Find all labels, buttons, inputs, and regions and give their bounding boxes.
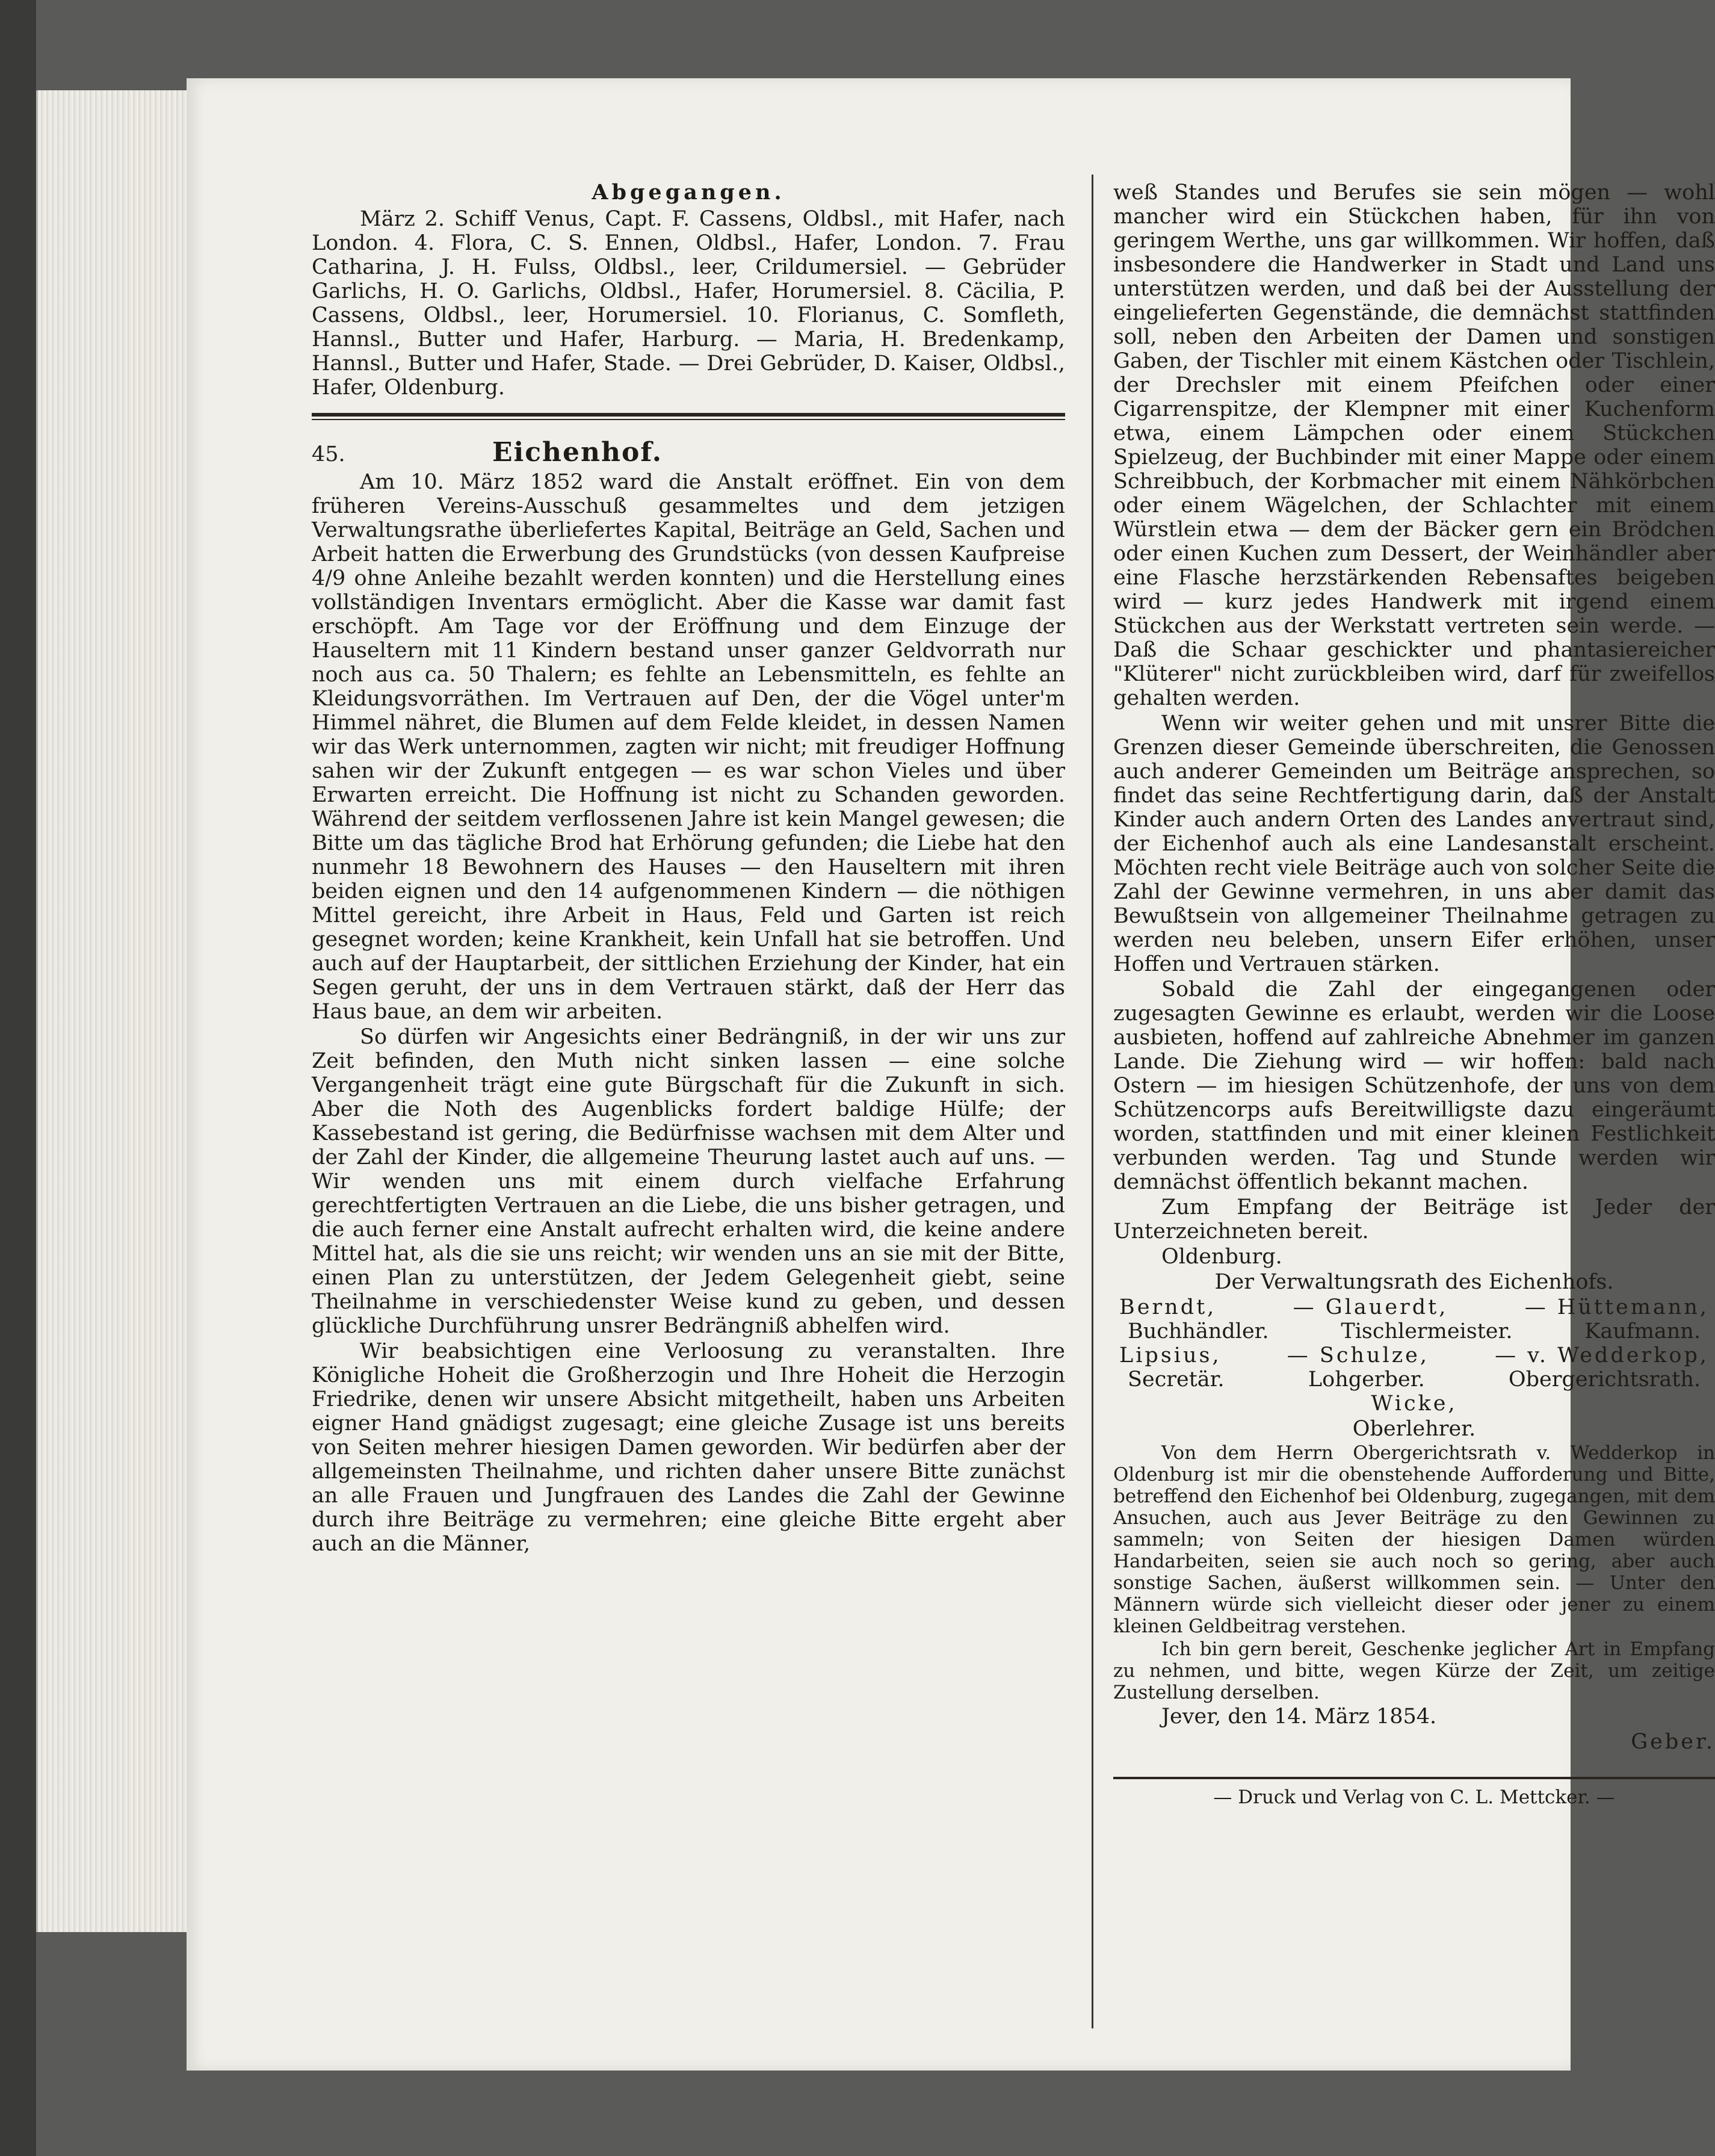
signature-title: Kaufmann. xyxy=(1584,1319,1701,1343)
scanner-background xyxy=(0,0,36,2156)
signature-title-row xyxy=(1113,1368,1715,1392)
signature-name: — Schulze, xyxy=(1287,1343,1429,1368)
section-title: Eichenhof. xyxy=(492,437,663,468)
signature-title: Obergerichtsrath. xyxy=(1508,1368,1701,1392)
paragraph: weß Standes und Berufes sie sein mögen — wohl mancher wird ein Stückchen haben, für ihn von geringem Werthe, uns gar willkommen. Wir hoffen, daß insbesondere die Handwerker in Stadt und Land uns unterstützen werden, und daß bei der Ausstellung der eingelieferten Gegenstände, die demnächst stattfinden soll, neben den Arbeiten der Damen und sonstigen Gaben, der Tischler mit einem Kästchen oder Tischlein, der Drechsler mit einem Pfeifchen oder einer Cigarrenspitze, der Klempner mit einer Kuchenform etwa, einem Lämpchen oder einem Stückchen Spielzeug, der Buchbinder mit einer Mappe oder einem Schreibbuch, der Korbmacher mit einem Nähkörbchen oder einem Wägelchen, der Schlachter mit einem Würstlein etwa — dem der Bäcker gern ein Brödchen oder einen Kuchen zum Dessert, der Weinhändler aber eine Flasche herzstärkenden Rebensaftes beigeben wird — kurz jedes Handwerk mit irgend einem Stückchen aus der Werkstatt vertreten sein werde. — Daß die Schaar geschickter und phantasiereicher "Klüterer" nicht zurückbleiben wird, darf für zweifellos gehalten werden. xyxy=(1113,181,1715,710)
signature-name: — v. Wedderkop, xyxy=(1495,1343,1709,1368)
paragraph: Ich bin gern bereit, Geschenke jeglicher Art in Empfang zu nehmen, und bitte, wegen Kürze der Zeit, um zeitige Zustellung derselben. xyxy=(1113,1638,1715,1703)
signature-row xyxy=(1113,1295,1715,1319)
paragraph: So dürfen wir Angesichts einer Bedrängniß, in der wir uns zur Zeit befinden, den Muth nicht sinken lassen — eine solche Vergangenheit trägt eine gute Bürgschaft für die Zukunft in sich. Aber die Noth des Augenblicks fordert baldige Hülfe; der Kassebestand ist gering, die Bedürfnisse wachsen mit dem Alter und der Zahl der Kinder, die allgemeine Theurung lastet auch auf uns. — Wir wenden uns mit einem durch vielfache Erfahrung gerechtfertigten Vertrauen an die Liebe, die uns bisher getragen, und die auch ferner eine Anstalt aufrecht erhalten wird, die keine andere Mittel hat, als die sie uns reicht; wir wenden uns an sie mit der Bitte, einen Plan zu unterstützen, der Jedem Gelegenheit giebt, seine Theilnahme in verschiedenster Weise kund zu geben, und dessen glückliche Durchführung unsrer Bedrängniß abhelfen wird. xyxy=(312,1025,1065,1338)
signature-name: Berndt, xyxy=(1119,1295,1217,1319)
signature-title: Secretär. xyxy=(1128,1368,1225,1392)
section-header xyxy=(312,437,1065,468)
paragraph: Wenn wir weiter gehen und mit unsrer Bitte die Grenzen dieser Gemeinde überschreiten, die Genossen auch anderer Gemeinden um Beiträge ansprechen, so findet das seine Rechtfertigung darin, daß der Anstalt Kinder auch andern Orten des Landes anvertraut sind, der Eichenhof auch als eine Landesanstalt erscheint. Möchten recht viele Beiträge auch von solcher Seite die Zahl der Gewinne vermehren, in uns aber damit das Bewußtsein von allgemeiner Theilnahme getragen zu werden neu beleben, unsern Eifer erhöhen, unser Hoffen und Vertrauen stärken. xyxy=(1113,711,1715,976)
paragraph: Sobald die Zahl der eingegangenen oder zugesagten Gewinne es erlaubt, werden wir die Loose ausbieten, hoffend auf zahlreiche Abnehmer im ganzen Lande. Die Ziehung wird — wir hoffen: bald nach Ostern — im hiesigen Schützenhofe, der uns von dem Schützencorps aufs Bereitwilligste dazu eingeräumt worden, stattfinden und mit einer kleinen Festlichkeit verbunden werden. Tag und Stunde werden wir demnächst öffentlich bekannt machen. xyxy=(1113,977,1715,1194)
place-name: Oldenburg. xyxy=(1161,1245,1282,1269)
signature-row xyxy=(1113,1343,1715,1368)
signature-name: Wicke, xyxy=(1371,1392,1457,1416)
signature-name: Lipsius, xyxy=(1119,1343,1222,1368)
left-column xyxy=(312,181,1065,1557)
dateline: Jever, den 14. März 1854. xyxy=(1161,1705,1437,1729)
signature-title: Lohgerber. xyxy=(1308,1368,1425,1392)
printer-imprint: — Druck und Verlag von C. L. Mettcker. — xyxy=(1213,1786,1615,1808)
signature-name: — Hüttemann, xyxy=(1524,1295,1709,1319)
footer-rule xyxy=(1113,1777,1715,1779)
right-column xyxy=(1113,181,1715,1811)
departed-list: März 2. Schiff Venus, Capt. F. Cassens, Oldbsl., mit Hafer, nach London. 4. Flora, C. S. Ennen, Oldbsl., Hafer, London. 7. Frau Catharina, J. H. Fulss, Oldbsl., leer, Crildumersiel. — Gebrüder Garlichs, H. O. Garlichs, Oldbsl., Hafer, Horumersiel. 8. Cäcilia, P. Cassens, Oldbsl., leer, Horumersiel. 10. Florianus, C. Somfleth, Hannsl., Butter und Hafer, Harburg. — Maria, H. Bredenkamp, Hannsl., Butter und Hafer, Stade. — Drei Gebrüder, D. Kaiser, Oldbsl., Hafer, Oldenburg. xyxy=(312,207,1065,400)
signature-title-row xyxy=(1113,1319,1715,1343)
signature-title: Buchhändler. xyxy=(1128,1319,1269,1343)
signature-title: Oberlehrer. xyxy=(1352,1417,1476,1441)
book-page-edges xyxy=(36,90,188,1932)
paragraph: Am 10. März 1852 ward die Anstalt eröffnet. Ein von dem früheren Vereins-Ausschuß gesammeltes und dem jetzigen Verwaltungsrathe überliefertes Kapital, Beiträge an Geld, Sachen und Arbeit hatten die Erwerbung des Grundstücks (von dessen Kaufpreise 4/9 ohne Anleihe bezahlt werden konnten) und die Herstellung eines vollständigen Inventars ermöglicht. Aber die Kasse war damit fast erschöpft. Am Tage vor der Eröffnung und dem Einzuge der Hauseltern mit 11 Kindern bestand unser ganzer Geldvorrath nur noch aus ca. 50 Thalern; es fehlte an Lebensmitteln, es fehlte an Kleidungsvorräthen. Im Vertrauen auf Den, der die Vögel unter'm Himmel nähret, die Blumen auf dem Felde kleidet, in dessen Namen wir das Werk unternommen, zagten wir nicht; mit freudiger Hoffnung sahen wir der Zukunft entgegen — es war schon Vieles und über Erwarten erreicht. Die Hoffnung ist nicht zu Schanden geworden. Während der seitdem verflossenen Jahre ist kein Mangel gewesen; die Bitte um das tägliche Brod hat Erhörung gefunden; die Liebe hat den nunmehr 18 Bewohnern des Hauses — den Hauseltern mit ihren beiden eignen und den 14 aufgenommenen Kindern — die nöthigen Mittel gereicht, ihre Arbeit in Haus, Feld und Garten ist reich gesegnet worden; keine Krankheit, kein Unfall hat sie betroffen. Und auch auf der Hauptarbeit, der sittlichen Erziehung der Kinder, hat ein Segen geruht, der uns in dem Vertrauen stärkt, daß der Herr das Haus baue, an dem wir arbeiten. xyxy=(312,470,1065,1024)
signer-name: Geber. xyxy=(1631,1730,1715,1754)
newspaper-page xyxy=(187,78,1715,2071)
section-number: 45. xyxy=(312,442,345,466)
board-name: Der Verwaltungsrath des Eichenhofs. xyxy=(1214,1270,1614,1294)
signature-title: Tischlermeister. xyxy=(1341,1319,1513,1343)
departed-heading: Abgegangen. xyxy=(592,180,785,205)
paragraph: Von dem Herrn Obergerichtsrath v. Wedderkop in Oldenburg ist mir die obenstehende Aufforderung und Bitte, betreffend den Eichenhof bei Oldenburg, zugegangen, mit dem Ansuchen, auch aus Jever Beiträge zu den Gewinnen zu sammeln; von Seiten der hiesigen Damen würden Handarbeiten, seien sie auch noch so gering, aber auch sonstige Sachen, äußerst willkommen sein. — Unter den Männern würde sich vielleicht dieser oder jener zu einem kleinen Geldbeitrag verstehen. xyxy=(1113,1442,1715,1637)
signature-name: — Glauerdt, xyxy=(1293,1295,1448,1319)
column-divider xyxy=(1092,175,1093,2028)
section-divider xyxy=(312,413,1065,420)
paragraph: Wir beabsichtigen eine Verloosung zu veranstalten. Ihre Königliche Hoheit die Großherzogin und Ihre Hoheit die Herzogin Friedrike, denen wir unsere Absicht mitgetheilt, haben uns Arbeiten eigner Hand gnädigst zugesagt; eine gleiche Zusage ist uns bereits von Seiten mehrer hiesigen Damen geworden. Wir bedürfen aber der allgemeinsten Theilnahme, und richten daher unsere Bitte zunächst an alle Frauen und Jungfrauen des Landes die Zahl der Gewinne durch ihre Beiträge zu vermehren; eine gleiche Bitte ergeht aber auch an die Männer, xyxy=(312,1339,1065,1556)
paragraph: Zum Empfang der Beiträge ist Jeder der Unterzeichneten bereit. xyxy=(1113,1195,1715,1244)
